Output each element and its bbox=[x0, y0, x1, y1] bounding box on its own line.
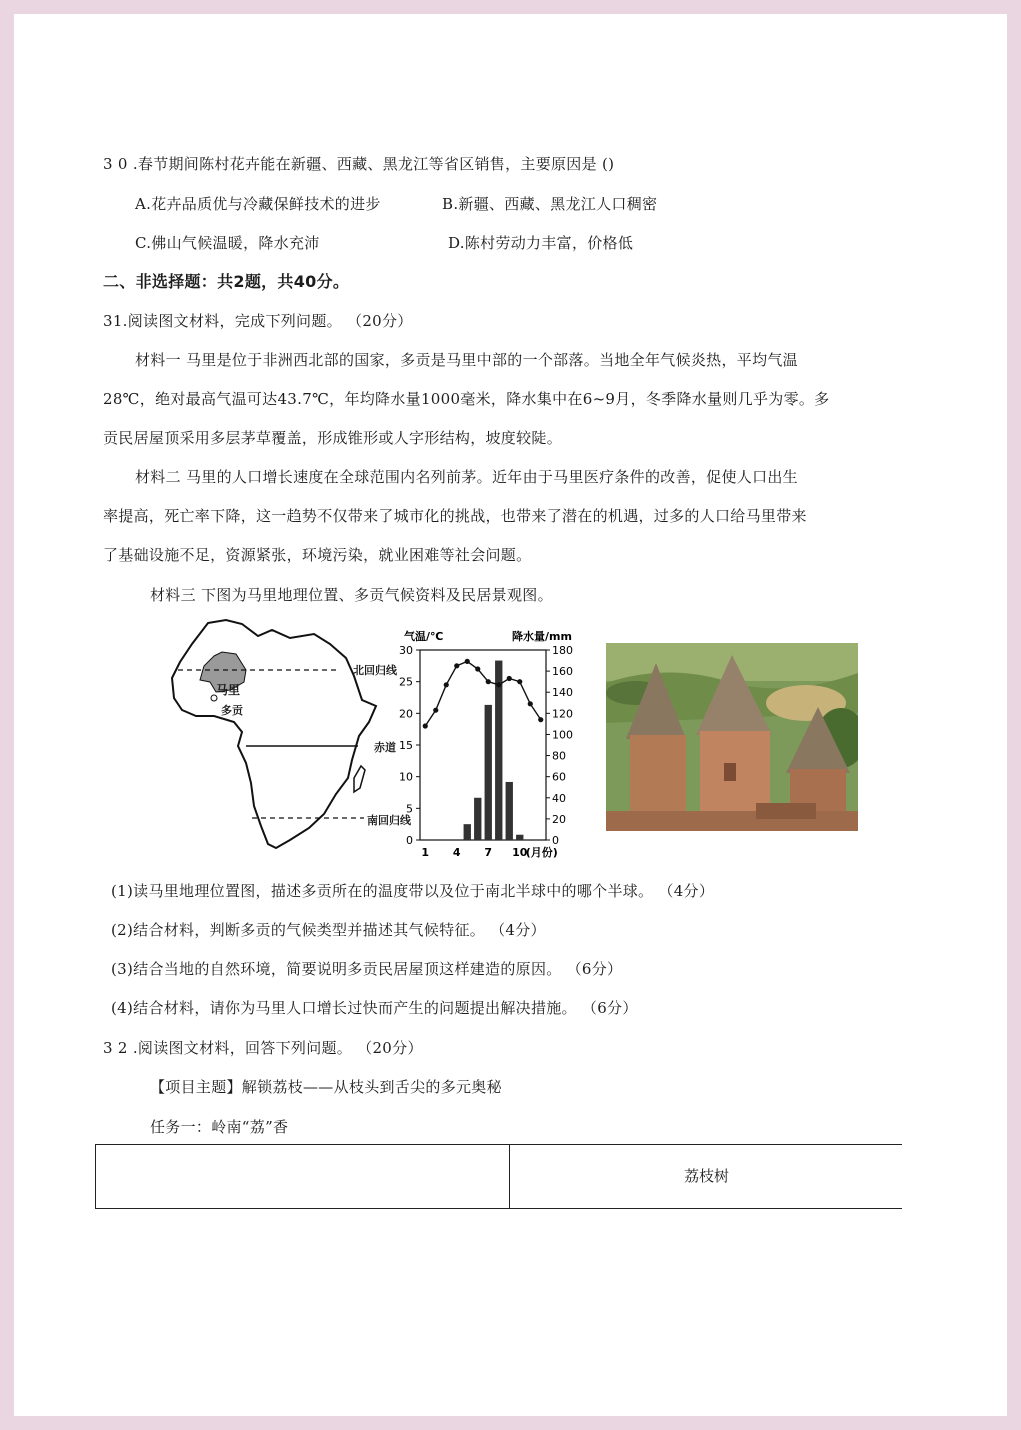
temperature-point bbox=[538, 717, 543, 722]
temp-tick-label: 5 bbox=[406, 802, 413, 816]
africa-location-map bbox=[164, 618, 409, 858]
q31-material2-line2: 率提高，死亡率下降，这一趋势不仅带来了城市化的挑战，也带来了潜在的机遇，过多的人口给马里带来 bbox=[103, 507, 807, 525]
q31-material3: 材料三 下图为马里地理位置、多贡气候资料及民居景观图。 bbox=[150, 586, 553, 604]
precip-tick-label: 180 bbox=[552, 644, 573, 657]
month-tick-label: 1 bbox=[421, 846, 430, 859]
precip-bar bbox=[516, 835, 523, 840]
q31-material1-line1: 材料一 马里是位于非洲西北部的国家，多贡是马里中部的一个部落。当地全年气候炎热，平均气温 bbox=[135, 351, 798, 369]
precip-tick-label: 80 bbox=[552, 749, 566, 763]
temp-tick-label: 10 bbox=[399, 770, 413, 784]
temperature-point bbox=[517, 679, 522, 684]
precip-tick-label: 120 bbox=[552, 707, 573, 721]
q30-option-c: C.佛山气候温暖，降水充沛 bbox=[135, 234, 320, 252]
climate-chart-svg bbox=[384, 618, 594, 868]
temperature-point bbox=[486, 679, 491, 684]
precip-tick-label: 40 bbox=[552, 791, 566, 805]
precip-tick-label: 0 bbox=[552, 834, 559, 847]
q31-material2-line3: 了基础设施不足，资源紧张，环境污染，就业困难等社会问题。 bbox=[103, 546, 532, 564]
plot-frame bbox=[420, 650, 546, 840]
month-tick-label: 7 bbox=[484, 846, 493, 859]
q32-theme: 【项目主题】解锁荔枝——从枝头到舌尖的多元奥秘 bbox=[150, 1078, 502, 1096]
section-title: 二、非选择题：共2题，共40分。 bbox=[103, 272, 350, 291]
temperature-point bbox=[465, 659, 470, 664]
temp-tick-label: 0 bbox=[406, 834, 413, 847]
precip-bar bbox=[506, 782, 513, 840]
temperature-point bbox=[423, 723, 428, 728]
dogon-dwellings-photo bbox=[606, 643, 858, 831]
q32-stem: 3 2 .阅读图文材料，回答下列问题。 （20分） bbox=[103, 1039, 423, 1057]
precip-bar bbox=[495, 661, 502, 840]
month-unit-label: (月份) bbox=[525, 846, 558, 859]
temperature-point bbox=[528, 701, 533, 706]
temperature-point bbox=[507, 676, 512, 681]
q31-question-2: (2)结合材料，判断多贡的气候类型并描述其气候特征。 （4分） bbox=[111, 921, 546, 939]
exam-page bbox=[14, 14, 1007, 1416]
temperature-point bbox=[496, 682, 501, 687]
month-tick-label: 4 bbox=[452, 846, 461, 859]
mali-label: 马里 bbox=[216, 683, 241, 697]
precip-tick-label: 20 bbox=[552, 812, 566, 826]
temp-tick-label: 30 bbox=[399, 644, 413, 657]
dogon-label: 多贡 bbox=[221, 704, 243, 717]
precip-tick-label: 100 bbox=[552, 728, 573, 742]
temperature-line bbox=[425, 661, 541, 726]
q31-material2-line1: 材料二 马里的人口增长速度在全球范围内名列前茅。近年由于马里医疗条件的改善，促使人口出生 bbox=[135, 468, 798, 486]
q32-task1: 任务一：岭南“荔”香 bbox=[150, 1118, 289, 1136]
temperature-point bbox=[454, 663, 459, 668]
q31-stem: 31.阅读图文材料，完成下列问题。 （20分） bbox=[103, 312, 413, 330]
month-tick-label: 10 bbox=[512, 846, 528, 859]
precip-axis-label: 降水量/mm bbox=[512, 630, 572, 643]
temp-axis-label: 气温/℃ bbox=[404, 630, 444, 643]
precip-tick-label: 160 bbox=[552, 665, 573, 679]
litchi-table bbox=[95, 1144, 902, 1209]
q31-question-4: (4)结合材料，请你为马里人口增长过快而产生的问题提出解决措施。 （6分） bbox=[111, 999, 638, 1017]
q30-option-b: B.新疆、西藏、黑龙江人口稠密 bbox=[442, 195, 658, 213]
south-tropic-label: 南回归线 bbox=[367, 814, 411, 827]
temp-tick-label: 20 bbox=[399, 707, 413, 721]
precip-tick-label: 140 bbox=[552, 686, 573, 700]
temperature-point bbox=[433, 708, 438, 713]
q31-material1-line2: 28℃，绝对最高气温可达43.7℃，年均降水量1000毫米，降水集中在6~9月，冬季降水量则几乎为零。多 bbox=[103, 390, 830, 408]
table-divider bbox=[509, 1145, 510, 1208]
precip-bar bbox=[474, 798, 481, 840]
q30-option-d: D.陈村劳动力丰富，价格低 bbox=[448, 234, 634, 252]
temperature-point bbox=[475, 666, 480, 671]
q30-stem: 3 0 .春节期间陈村花卉能在新疆、西藏、黑龙江等省区销售，主要原因是 () bbox=[103, 155, 615, 173]
dogon-climate-chart bbox=[384, 618, 594, 868]
q31-question-3: (3)结合当地的自然环境，简要说明多贡民居屋顶这样建造的原因。 （6分） bbox=[111, 960, 623, 978]
q31-material1-line3: 贡民居屋顶采用多层茅草覆盖，形成锥形或人字形结构，坡度较陡。 bbox=[103, 429, 563, 447]
q31-question-1: (1)读马里地理位置图，描述多贡所在的温度带以及位于南北半球中的哪个半球。 （4分） bbox=[111, 882, 715, 900]
north-tropic-label: 北回归线 bbox=[353, 664, 397, 677]
precip-bar bbox=[464, 824, 471, 840]
temperature-point bbox=[444, 682, 449, 687]
q30-option-a: A.花卉品质优与冷藏保鲜技术的进步 bbox=[135, 195, 381, 213]
precip-bar bbox=[485, 705, 492, 840]
precip-tick-label: 60 bbox=[552, 770, 566, 784]
temp-tick-label: 25 bbox=[399, 675, 413, 689]
temp-tick-label: 15 bbox=[399, 739, 413, 752]
table-header-litchi-tree: 荔枝树 bbox=[683, 1167, 729, 1185]
equator-label: 赤道 bbox=[374, 741, 396, 754]
